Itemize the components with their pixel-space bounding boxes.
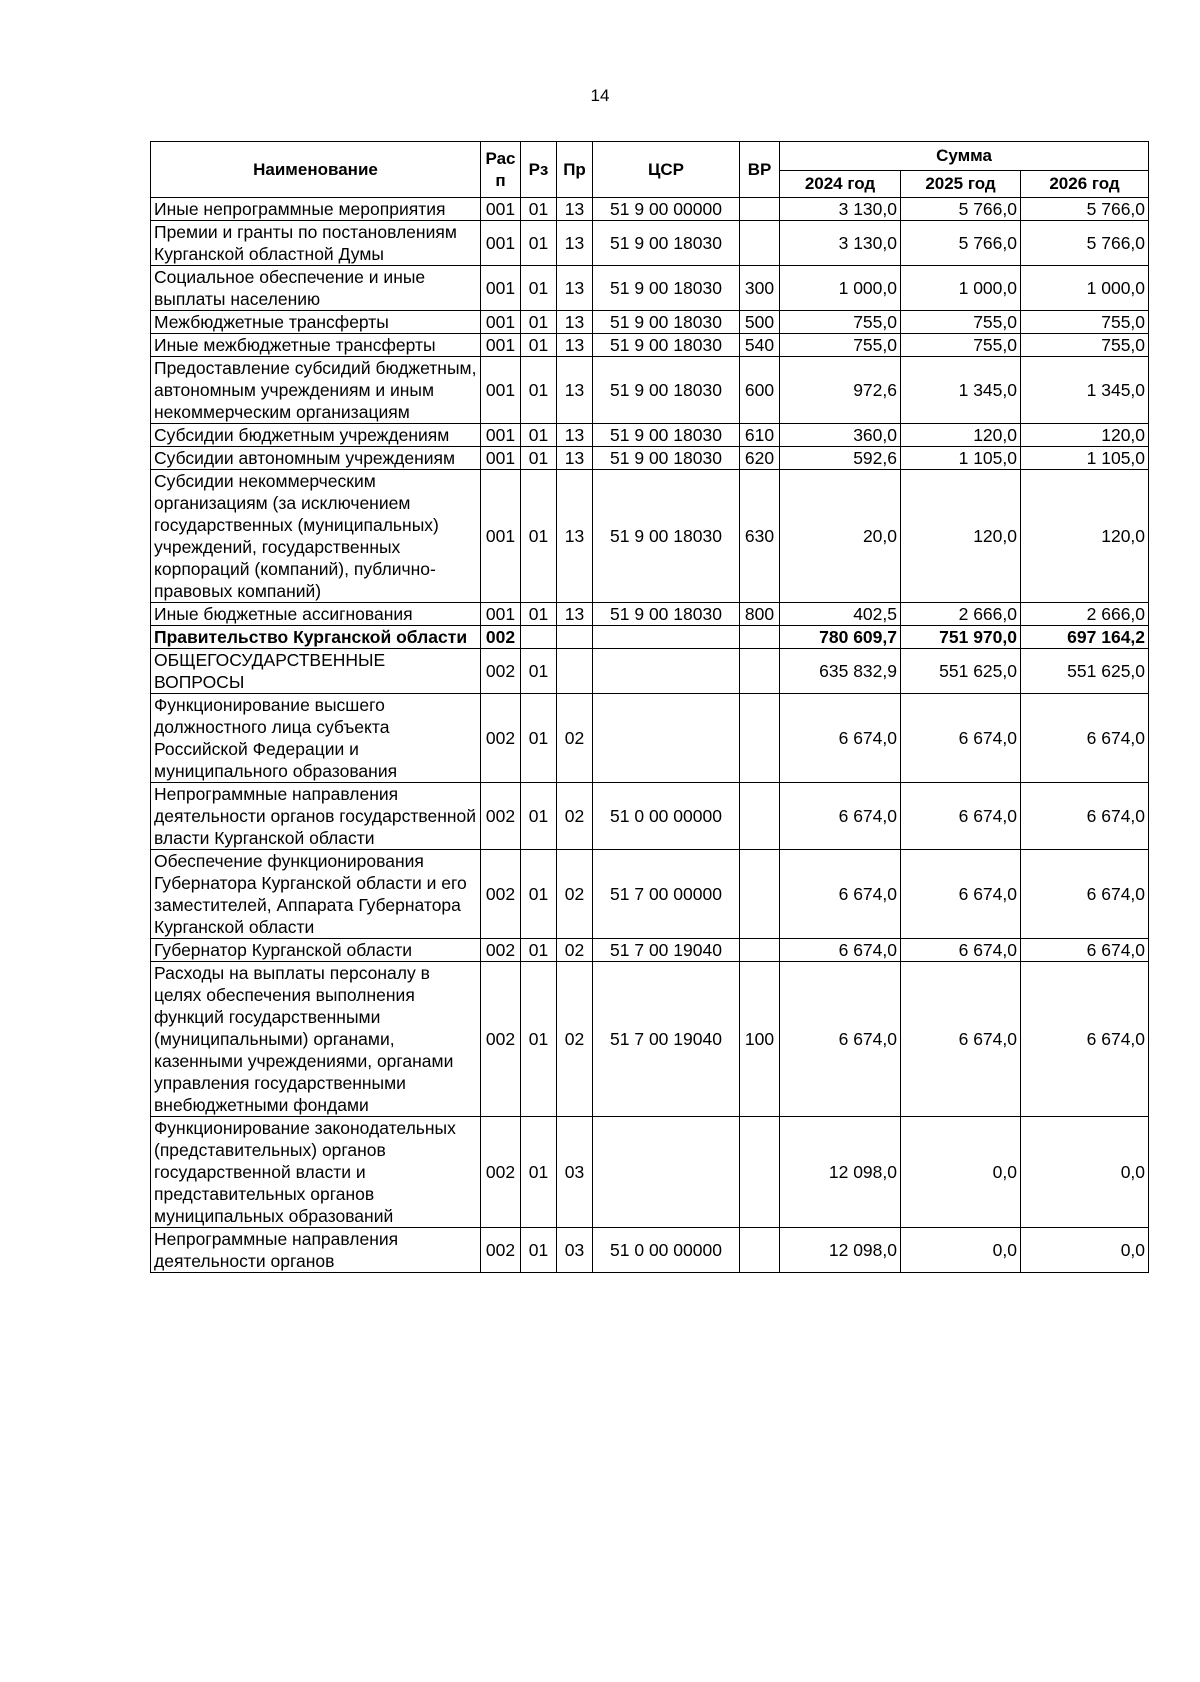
cell-rz: 01 [521, 850, 557, 939]
cell-pr: 13 [557, 357, 593, 424]
cell-2025: 120,0 [901, 470, 1021, 603]
cell-vr [740, 626, 780, 649]
cell-vr [740, 1228, 780, 1273]
cell-rasp: 001 [481, 447, 521, 470]
cell-2026: 5 766,0 [1021, 221, 1149, 266]
cell-csr [593, 626, 740, 649]
cell-vr: 100 [740, 962, 780, 1117]
cell-name: Губернатор Курганской области [151, 939, 481, 962]
table-row [151, 694, 1149, 783]
cell-rasp: 001 [481, 357, 521, 424]
cell-name: Правительство Курганской области [151, 626, 481, 649]
cell-vr [740, 649, 780, 694]
cell-2024: 755,0 [780, 311, 901, 334]
cell-rz: 01 [521, 1117, 557, 1228]
cell-2025: 755,0 [901, 334, 1021, 357]
header-rasp: Рас п [481, 142, 521, 198]
cell-rasp: 001 [481, 221, 521, 266]
cell-2024: 20,0 [780, 470, 901, 603]
cell-vr: 610 [740, 424, 780, 447]
cell-csr: 51 9 00 18030 [593, 221, 740, 266]
cell-2026: 6 674,0 [1021, 783, 1149, 850]
cell-2025: 551 625,0 [901, 649, 1021, 694]
header-sum: Сумма [780, 142, 1149, 171]
cell-2025: 2 666,0 [901, 603, 1021, 626]
cell-csr: 51 9 00 18030 [593, 357, 740, 424]
cell-2026: 551 625,0 [1021, 649, 1149, 694]
cell-2024: 755,0 [780, 334, 901, 357]
cell-rasp: 002 [481, 783, 521, 850]
cell-2025: 0,0 [901, 1117, 1021, 1228]
cell-2025: 6 674,0 [901, 850, 1021, 939]
cell-2025: 1 000,0 [901, 266, 1021, 311]
page-number: 14 [590, 86, 610, 105]
cell-csr: 51 7 00 19040 [593, 939, 740, 962]
cell-name: Субсидии бюджетным учреждениям [151, 424, 481, 447]
cell-pr: 03 [557, 1117, 593, 1228]
header-2026: 2026 год [1021, 171, 1149, 198]
cell-2024: 3 130,0 [780, 221, 901, 266]
cell-name: Премии и гранты по постановлениям Курганской областной Думы [151, 221, 481, 266]
cell-rz: 01 [521, 311, 557, 334]
cell-vr: 630 [740, 470, 780, 603]
table-row [151, 221, 1149, 266]
table-row [151, 1117, 1149, 1228]
cell-rz: 01 [521, 221, 557, 266]
cell-2026: 0,0 [1021, 1117, 1149, 1228]
cell-name: Иные непрограммные мероприятия [151, 198, 481, 221]
cell-pr: 13 [557, 603, 593, 626]
table-row [151, 850, 1149, 939]
cell-csr: 51 7 00 00000 [593, 850, 740, 939]
header-name: Наименование [151, 142, 481, 198]
cell-csr: 51 9 00 18030 [593, 447, 740, 470]
cell-pr: 13 [557, 311, 593, 334]
table-row [151, 1228, 1149, 1273]
cell-2026: 2 666,0 [1021, 603, 1149, 626]
cell-2026: 120,0 [1021, 470, 1149, 603]
cell-csr: 51 9 00 18030 [593, 603, 740, 626]
cell-2026: 0,0 [1021, 1228, 1149, 1273]
cell-pr: 13 [557, 266, 593, 311]
cell-vr [740, 783, 780, 850]
cell-vr: 300 [740, 266, 780, 311]
cell-2024: 592,6 [780, 447, 901, 470]
cell-2026: 5 766,0 [1021, 198, 1149, 221]
cell-rasp: 002 [481, 626, 521, 649]
cell-csr: 51 0 00 00000 [593, 783, 740, 850]
cell-2025: 755,0 [901, 311, 1021, 334]
cell-name: Субсидии некоммерческим организациям (за исключением государственных (муниципальных) учреждений, государственных корпораций (компаний), публично-правовых компаний) [151, 470, 481, 603]
cell-rasp: 002 [481, 649, 521, 694]
cell-2026: 6 674,0 [1021, 694, 1149, 783]
cell-pr: 13 [557, 334, 593, 357]
cell-rasp: 001 [481, 198, 521, 221]
cell-csr: 51 0 00 00000 [593, 1228, 740, 1273]
cell-2025: 6 674,0 [901, 962, 1021, 1117]
cell-rz: 01 [521, 783, 557, 850]
cell-pr: 13 [557, 198, 593, 221]
cell-2024: 6 674,0 [780, 850, 901, 939]
cell-2024: 12 098,0 [780, 1117, 901, 1228]
cell-pr: 13 [557, 221, 593, 266]
cell-rasp: 002 [481, 694, 521, 783]
cell-csr [593, 694, 740, 783]
cell-2025: 120,0 [901, 424, 1021, 447]
table-row [151, 783, 1149, 850]
table-row [151, 447, 1149, 470]
cell-rasp: 001 [481, 334, 521, 357]
cell-rz: 01 [521, 334, 557, 357]
cell-name: Социальное обеспечение и иные выплаты населению [151, 266, 481, 311]
cell-2024: 6 674,0 [780, 694, 901, 783]
cell-vr [740, 198, 780, 221]
cell-2026: 6 674,0 [1021, 962, 1149, 1117]
cell-2025: 6 674,0 [901, 694, 1021, 783]
cell-rz: 01 [521, 962, 557, 1117]
cell-name: Иные межбюджетные трансферты [151, 334, 481, 357]
table-row [151, 470, 1149, 603]
cell-rz: 01 [521, 198, 557, 221]
cell-2026: 6 674,0 [1021, 939, 1149, 962]
cell-rasp: 002 [481, 850, 521, 939]
cell-rz [521, 626, 557, 649]
cell-vr: 800 [740, 603, 780, 626]
cell-rz: 01 [521, 447, 557, 470]
cell-rz: 01 [521, 694, 557, 783]
cell-csr: 51 9 00 00000 [593, 198, 740, 221]
header-csr: ЦСР [593, 142, 740, 198]
cell-2024: 972,6 [780, 357, 901, 424]
cell-pr: 02 [557, 939, 593, 962]
cell-vr: 620 [740, 447, 780, 470]
cell-2025: 751 970,0 [901, 626, 1021, 649]
cell-2024: 6 674,0 [780, 962, 901, 1117]
cell-pr [557, 649, 593, 694]
table-row [151, 198, 1149, 221]
cell-rz: 01 [521, 939, 557, 962]
table-row [151, 357, 1149, 424]
cell-pr: 02 [557, 694, 593, 783]
table-row [151, 649, 1149, 694]
table-row [151, 311, 1149, 334]
header-2025: 2025 год [901, 171, 1021, 198]
header-pr: Пр [557, 142, 593, 198]
cell-rz: 01 [521, 649, 557, 694]
cell-2024: 360,0 [780, 424, 901, 447]
cell-pr: 13 [557, 424, 593, 447]
cell-rasp: 001 [481, 311, 521, 334]
cell-2024: 3 130,0 [780, 198, 901, 221]
cell-2026: 1 345,0 [1021, 357, 1149, 424]
cell-2024: 780 609,7 [780, 626, 901, 649]
cell-rasp: 002 [481, 1228, 521, 1273]
table-row [151, 626, 1149, 649]
cell-rasp: 001 [481, 470, 521, 603]
cell-name: Субсидии автономным учреждениям [151, 447, 481, 470]
cell-2024: 1 000,0 [780, 266, 901, 311]
cell-name: Непрограммные направления деятельности органов [151, 1228, 481, 1273]
table-row [151, 266, 1149, 311]
cell-pr: 03 [557, 1228, 593, 1273]
cell-vr [740, 221, 780, 266]
cell-pr: 02 [557, 783, 593, 850]
cell-name: Иные бюджетные ассигнования [151, 603, 481, 626]
budget-table [150, 141, 1149, 1273]
cell-2025: 0,0 [901, 1228, 1021, 1273]
cell-vr: 540 [740, 334, 780, 357]
cell-2025: 1 105,0 [901, 447, 1021, 470]
cell-csr: 51 9 00 18030 [593, 266, 740, 311]
cell-vr [740, 694, 780, 783]
table-row [151, 334, 1149, 357]
cell-2024: 12 098,0 [780, 1228, 901, 1273]
table-row [151, 939, 1149, 962]
cell-2026: 697 164,2 [1021, 626, 1149, 649]
cell-2026: 120,0 [1021, 424, 1149, 447]
cell-pr: 02 [557, 962, 593, 1117]
cell-pr: 13 [557, 447, 593, 470]
cell-name: Непрограммные направления деятельности органов государственной власти Курганской области [151, 783, 481, 850]
cell-rasp: 001 [481, 424, 521, 447]
cell-2024: 6 674,0 [780, 939, 901, 962]
cell-vr [740, 939, 780, 962]
cell-2024: 635 832,9 [780, 649, 901, 694]
cell-2026: 1 105,0 [1021, 447, 1149, 470]
cell-rz: 01 [521, 424, 557, 447]
cell-pr [557, 626, 593, 649]
header-vr: ВР [740, 142, 780, 198]
cell-vr: 500 [740, 311, 780, 334]
cell-rasp: 002 [481, 962, 521, 1117]
cell-name: Обеспечение функционирования Губернатора Курганской области и его заместителей, Аппарата Губернатора Курганской области [151, 850, 481, 939]
cell-vr [740, 850, 780, 939]
cell-name: Функционирование законодательных (представительных) органов государственной власти и представительных органов муниципальных образований [151, 1117, 481, 1228]
cell-2026: 6 674,0 [1021, 850, 1149, 939]
cell-2026: 755,0 [1021, 311, 1149, 334]
cell-rasp: 001 [481, 266, 521, 311]
cell-csr: 51 7 00 19040 [593, 962, 740, 1117]
cell-rz: 01 [521, 1228, 557, 1273]
table-row [151, 424, 1149, 447]
table-body [151, 198, 1149, 1273]
header-rz: Рз [521, 142, 557, 198]
cell-name: ОБЩЕГОСУДАРСТВЕННЫЕ ВОПРОСЫ [151, 649, 481, 694]
cell-vr: 600 [740, 357, 780, 424]
cell-name: Расходы на выплаты персоналу в целях обеспечения выполнения функций государственными (муниципальными) органами, казенными учреждениями, органами управления государственными внебюджетными фондами [151, 962, 481, 1117]
cell-rz: 01 [521, 357, 557, 424]
cell-name: Функционирование высшего должностного лица субъекта Российской Федерации и муниципального образования [151, 694, 481, 783]
cell-rasp: 002 [481, 939, 521, 962]
cell-name: Предоставление субсидий бюджетным, автономным учреждениям и иным некоммерческим организациям [151, 357, 481, 424]
cell-csr: 51 9 00 18030 [593, 311, 740, 334]
table-row [151, 603, 1149, 626]
header-2024: 2024 год [780, 171, 901, 198]
cell-2025: 6 674,0 [901, 783, 1021, 850]
cell-csr: 51 9 00 18030 [593, 470, 740, 603]
cell-csr [593, 649, 740, 694]
cell-2024: 402,5 [780, 603, 901, 626]
cell-rz: 01 [521, 266, 557, 311]
cell-rasp: 001 [481, 603, 521, 626]
cell-rz: 01 [521, 603, 557, 626]
cell-2025: 5 766,0 [901, 198, 1021, 221]
cell-2026: 1 000,0 [1021, 266, 1149, 311]
cell-csr: 51 9 00 18030 [593, 424, 740, 447]
cell-pr: 02 [557, 850, 593, 939]
cell-rasp: 002 [481, 1117, 521, 1228]
cell-name: Межбюджетные трансферты [151, 311, 481, 334]
table-row [151, 962, 1149, 1117]
cell-rz: 01 [521, 470, 557, 603]
cell-2024: 6 674,0 [780, 783, 901, 850]
cell-2026: 755,0 [1021, 334, 1149, 357]
cell-csr [593, 1117, 740, 1228]
cell-csr: 51 9 00 18030 [593, 334, 740, 357]
cell-2025: 6 674,0 [901, 939, 1021, 962]
cell-pr: 13 [557, 470, 593, 603]
cell-vr [740, 1117, 780, 1228]
cell-2025: 5 766,0 [901, 221, 1021, 266]
cell-2025: 1 345,0 [901, 357, 1021, 424]
